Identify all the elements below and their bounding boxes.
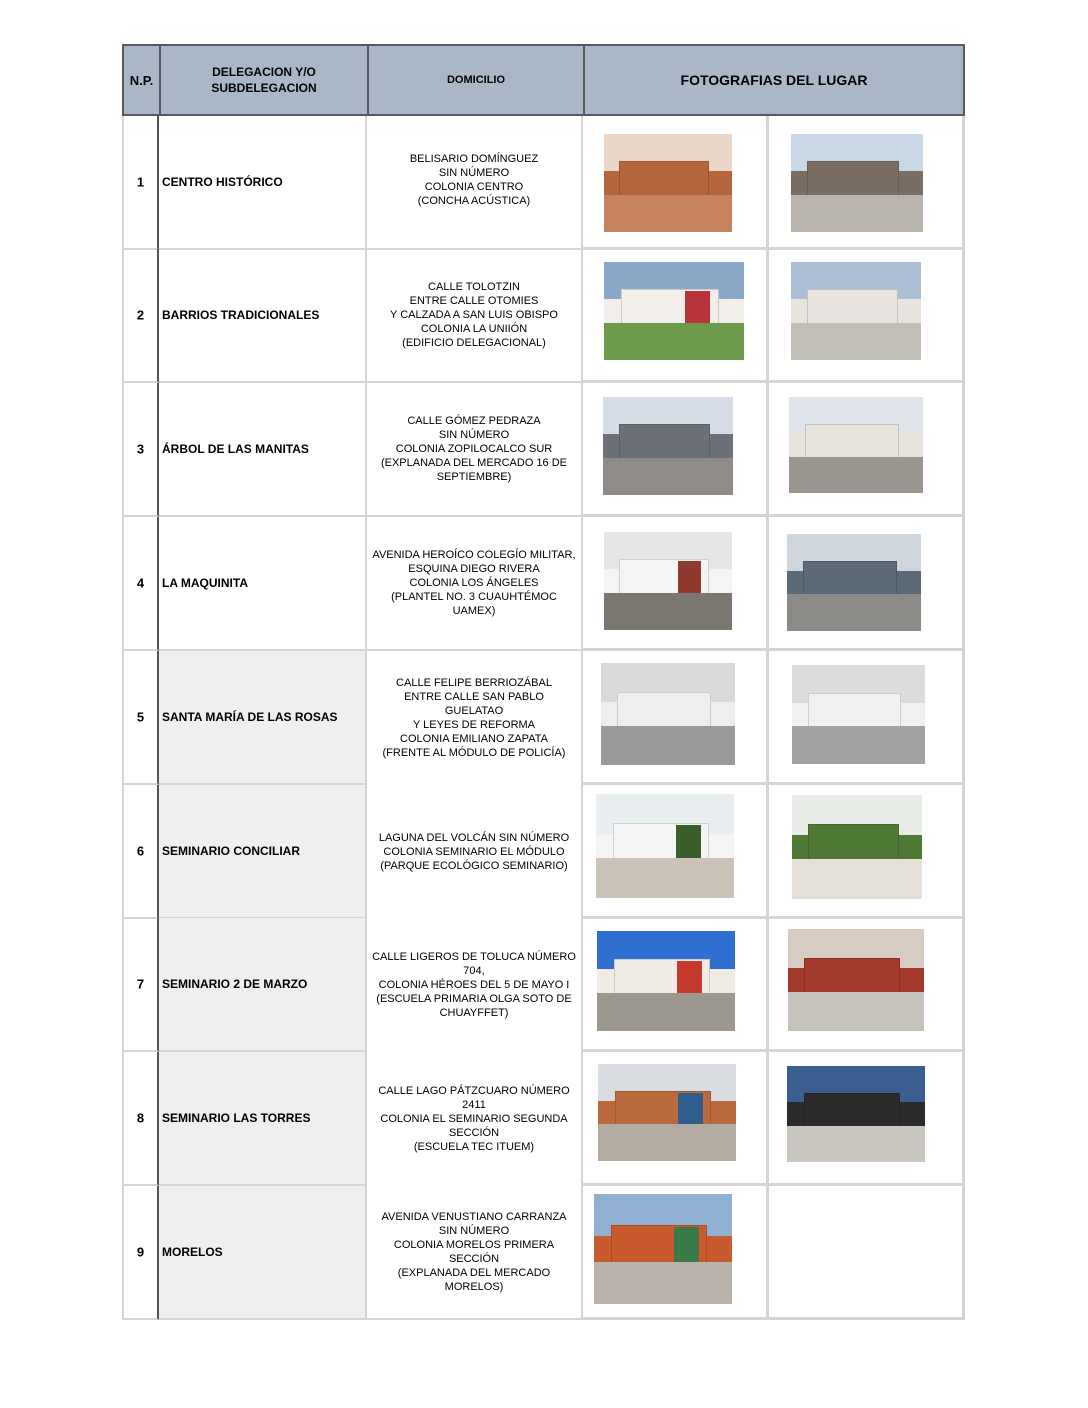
domicilio-text <box>367 1210 581 1294</box>
domicilio-line: COLONIA HÉROES DEL 5 DE MAYO I <box>378 979 570 991</box>
delegacion-name: SEMINARIO 2 DE MARZO <box>162 977 308 991</box>
domicilio-line: Y LEYES DE REFORMA <box>412 719 536 731</box>
domicilio-line: 2411 <box>462 1099 486 1111</box>
np-value: 7 <box>136 976 145 992</box>
modulo-policia-photo <box>601 663 735 765</box>
escuela-olga-soto-2-photo <box>788 929 924 1031</box>
np-value: 6 <box>136 843 145 859</box>
delegacion-cell <box>159 918 367 1052</box>
photo-ground <box>791 195 923 232</box>
domicilio-line: COLONIA LOS ÁNGELES <box>409 577 539 589</box>
escuela-olga-soto-photo <box>597 931 735 1031</box>
photo-building <box>807 161 899 196</box>
delegacion-name: SEMINARIO LAS TORRES <box>162 1111 311 1125</box>
domicilio-cell <box>367 383 583 517</box>
photo-ground <box>596 858 734 898</box>
photo-ground <box>604 323 744 360</box>
domicilio-line: MORELOS) <box>444 1281 504 1293</box>
np-cell <box>122 383 159 517</box>
np-value: 5 <box>136 709 145 725</box>
photo-building <box>808 693 901 729</box>
domicilio-line: COLONIA SEMINARIO EL MÓDULO <box>383 846 565 858</box>
domicilio-line: 704, <box>463 965 485 977</box>
photo-accent <box>677 961 702 993</box>
domicilio-text <box>367 1084 581 1154</box>
photo-building <box>619 424 710 459</box>
domicilio-line: CALLE FELIPE BERRIOZÁBAL <box>396 677 552 689</box>
domicilio-line: (EDIFICIO DELEGACIONAL) <box>402 337 546 349</box>
domicilio-cell <box>367 785 583 919</box>
photo-ground <box>789 457 923 493</box>
header-np <box>122 44 159 116</box>
domicilio-line: (ESCUELA PRIMARIA OLGA SOTO DE <box>376 993 572 1005</box>
domicilio-text <box>367 414 581 484</box>
escuela-ituem-photo <box>598 1064 736 1161</box>
patio-delegacional-photo <box>791 262 921 360</box>
photo-ground <box>597 993 735 1031</box>
delegacion-name: BARRIOS TRADICIONALES <box>162 308 320 322</box>
photo-accent <box>678 1093 703 1124</box>
centro-pasaje-photo <box>791 134 923 232</box>
domicilio-cell <box>367 651 583 785</box>
edificio-delegacional-photo <box>604 262 744 360</box>
photo-ground <box>604 195 732 232</box>
domicilio-line: Y CALZADA A SAN LUIS OBISPO <box>390 309 558 321</box>
photo-accent <box>678 561 701 592</box>
domicilio-cell <box>367 1186 583 1320</box>
np-value: 9 <box>136 1244 145 1260</box>
domicilio-line: CALLE LIGEROS DE TOLUCA NÚMERO <box>372 951 576 963</box>
np-value: 4 <box>136 575 145 591</box>
domicilio-text <box>367 676 581 760</box>
domicilio-text <box>367 950 581 1020</box>
domicilio-line: AVENIDA HEROÍCO COLEGÍO MILITAR, <box>372 549 576 561</box>
domicilio-line: COLONIA ZOPILOCALCO SUR <box>395 443 553 455</box>
photo-building <box>805 424 899 459</box>
domicilio-cell <box>367 918 583 1052</box>
domicilio-line: (EXPLANADA DEL MERCADO <box>397 1267 551 1279</box>
np-value: 3 <box>136 441 145 457</box>
delegacion-name: LA MAQUINITA <box>162 576 248 590</box>
domicilio-line: SECCIÓN <box>448 1253 500 1265</box>
delegacion-name: SANTA MARÍA DE LAS ROSAS <box>162 710 338 724</box>
np-cell <box>122 785 159 919</box>
domicilio-text <box>367 280 581 350</box>
photo-building <box>619 161 709 196</box>
photo-building <box>803 561 897 596</box>
domicilio-line: (EXPLANADA DEL MERCADO 16 DE <box>380 457 568 469</box>
photo-ground <box>791 323 921 360</box>
np-cell <box>122 517 159 651</box>
delegacion-name: SEMINARIO CONCILIAR <box>162 844 300 858</box>
delegacion-name: CENTRO HISTÓRICO <box>162 175 283 189</box>
header-delegacion <box>159 44 367 116</box>
domicilio-line: COLONIA EMILIANO ZAPATA <box>400 733 548 745</box>
modulo-policia-2-photo <box>792 665 925 764</box>
header-fotografias <box>583 44 965 116</box>
domicilio-line: COLONIA CENTRO <box>424 181 524 193</box>
domicilio-line: COLONIA EL SEMINARIO SEGUNDA <box>380 1113 568 1125</box>
domicilio-line: (ESCUELA TEC ITUEM) <box>413 1141 535 1153</box>
photo-ground <box>788 992 924 1031</box>
photo-cell <box>769 1186 965 1320</box>
domicilio-line: ESQUINA DIEGO RIVERA <box>408 563 540 575</box>
delegacion-cell <box>159 785 367 919</box>
domicilio-line: UAMEX) <box>452 605 496 617</box>
header-domicilio-label: DOMICILIO <box>446 74 506 86</box>
domicilio-line: SIN NÚMERO <box>438 1225 510 1237</box>
delegacion-cell <box>159 1052 367 1186</box>
domicilio-line: CALLE LAGO PÁTZCUARO NÚMERO <box>378 1085 570 1097</box>
parque-ecologico-photo <box>596 794 734 898</box>
photo-accent <box>676 825 701 858</box>
domicilio-text <box>367 831 581 873</box>
photo-ground <box>594 1262 732 1304</box>
np-cell <box>122 651 159 785</box>
domicilio-line: (PLANTEL NO. 3 CUAUHTÉMOC <box>391 591 557 603</box>
domicilio-line: (FRENTE AL MÓDULO DE POLICÍA) <box>382 747 566 759</box>
photo-ground <box>792 726 925 764</box>
domicilio-line: COLONIA LA UNIIÓN <box>420 323 528 335</box>
photo-building <box>807 289 898 324</box>
photo-building <box>804 958 899 995</box>
header-np-label: N.P. <box>129 72 154 88</box>
domicilio-line: SEPTIEMBRE) <box>436 471 512 483</box>
domicilio-line: CALLE TOLOTZIN <box>428 281 520 293</box>
domicilio-line: SECCIÓN <box>448 1127 500 1139</box>
np-cell <box>122 918 159 1052</box>
photo-accent <box>685 291 710 322</box>
delegacion-name: MORELOS <box>162 1245 223 1259</box>
domicilio-line: BELISARIO DOMÍNGUEZ <box>409 153 539 165</box>
delegacion-cell <box>159 517 367 651</box>
np-cell <box>122 1052 159 1186</box>
domicilio-line: GUELATAO <box>444 705 504 717</box>
np-value: 2 <box>136 307 145 323</box>
plantel-uamex-2-photo <box>787 534 921 631</box>
photo-building <box>808 824 899 861</box>
domicilio-line: SIN NÚMERO <box>438 167 510 179</box>
photo-ground <box>601 726 735 765</box>
np-value: 8 <box>136 1110 145 1126</box>
header-fotografias-label: FOTOGRAFIAS DEL LUGAR <box>680 72 868 88</box>
domicilio-line: ENTRE CALLE OTOMIES <box>409 295 539 307</box>
domicilio-line: CHUAYFFET) <box>439 1007 509 1019</box>
delegacion-cell <box>159 116 367 250</box>
photo-ground <box>787 1126 925 1162</box>
escuela-ituem-2-photo <box>787 1066 925 1162</box>
domicilio-line: (PARQUE ECOLÓGICO SEMINARIO) <box>380 860 568 872</box>
mercado-morelos-photo <box>594 1194 732 1304</box>
photo-building <box>617 692 711 729</box>
domicilio-line: COLONIA MORELOS PRIMERA <box>393 1239 555 1251</box>
header-delegacion-line: DELEGACION Y/O <box>212 65 316 79</box>
delegacion-cell <box>159 383 367 517</box>
domicilio-line: ENTRE CALLE SAN PABLO <box>404 691 544 703</box>
concha-acustica-photo <box>604 134 732 232</box>
photo-ground <box>787 594 921 631</box>
domicilio-line: SIN NÚMERO <box>438 429 510 441</box>
domicilio-text <box>367 548 581 618</box>
delegacion-cell <box>159 651 367 785</box>
explanada-mercado-2-photo <box>789 397 923 493</box>
parque-ecologico-2-photo <box>792 795 922 899</box>
domicilio-cell <box>367 517 583 651</box>
domicilio-cell <box>367 1052 583 1186</box>
domicilio-text <box>367 152 581 208</box>
np-cell <box>122 249 159 383</box>
photo-ground <box>604 593 732 630</box>
delegacion-cell <box>159 249 367 383</box>
domicilio-cell <box>367 249 583 383</box>
domicilio-line: CALLE GÓMEZ PEDRAZA <box>407 415 541 427</box>
header-delegacion-line: SUBDELEGACION <box>211 81 317 95</box>
np-cell <box>122 1186 159 1320</box>
plantel-uamex-photo <box>604 532 732 630</box>
domicilio-line: LAGUNA DEL VOLCÁN SIN NÚMERO <box>378 832 570 844</box>
explanada-mercado-photo <box>603 397 733 495</box>
np-value: 1 <box>136 174 145 190</box>
header-domicilio <box>367 44 583 116</box>
domicilio-cell <box>367 116 583 250</box>
photo-building <box>804 1093 901 1128</box>
photo-ground <box>598 1124 736 1161</box>
photo-ground <box>603 458 733 495</box>
delegacion-cell <box>159 1186 367 1320</box>
photo-accent <box>674 1227 699 1262</box>
delegacion-name: ÁRBOL DE LAS MANITAS <box>162 442 309 456</box>
domicilio-line: AVENIDA VENUSTIANO CARRANZA <box>381 1211 567 1223</box>
domicilio-line: (CONCHA ACÚSTICA) <box>417 195 531 207</box>
np-cell <box>122 116 159 250</box>
photo-ground <box>792 859 922 899</box>
